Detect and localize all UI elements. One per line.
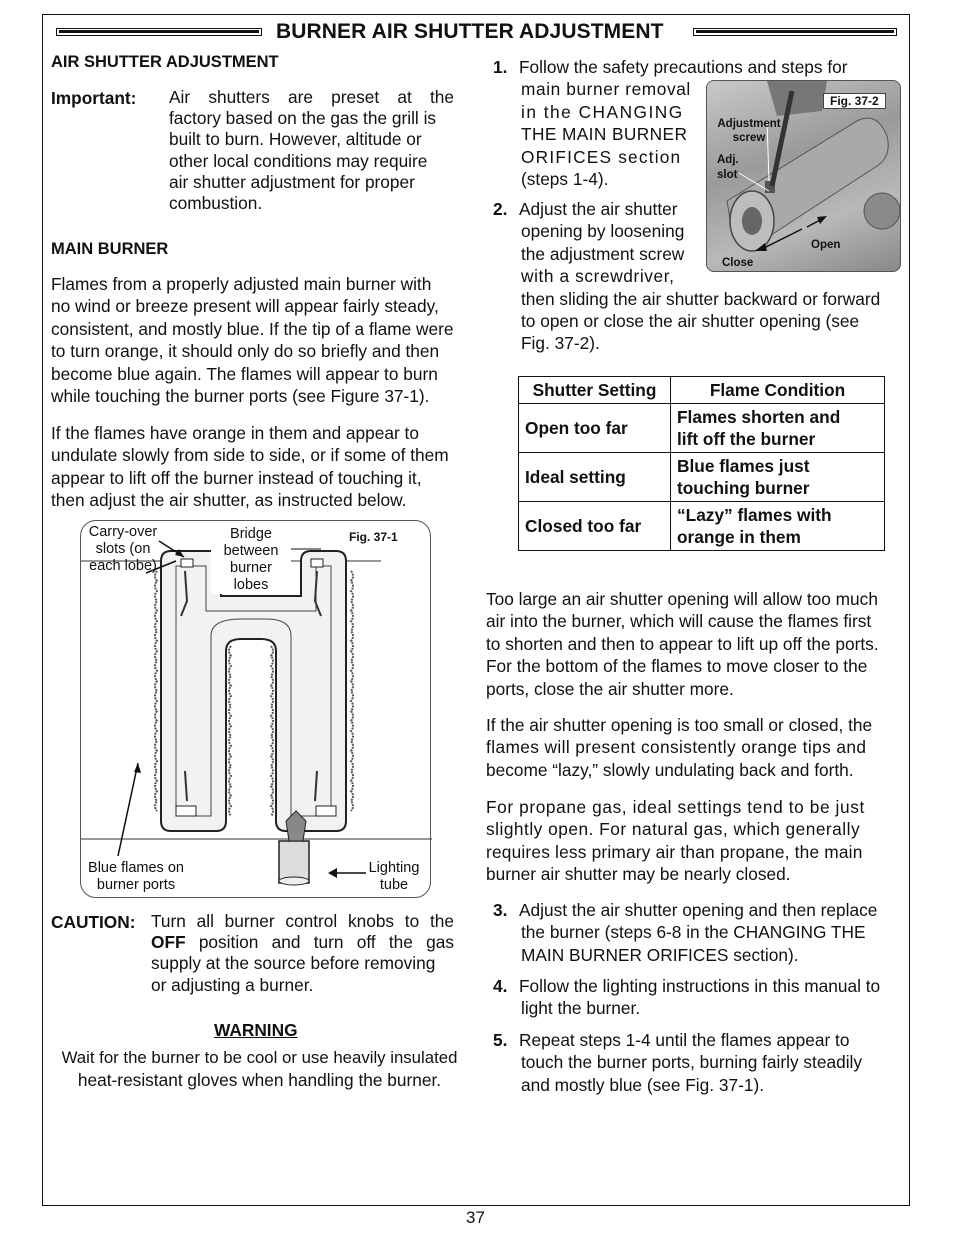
main-burner-paragraph: Flames from a properly adjusted main burner with no wind or breeze present will appear fairly steady, consistent, and mostly blue. If the tip of a flame were to turn orange, it should only do so briefly and then become blue again. The flames will appear to burn while touching the burner ports (see Figure 37-1).	[51, 274, 454, 407]
page-number: 37	[466, 1208, 485, 1227]
table-row	[519, 453, 885, 502]
caution-label: CAUTION:	[51, 912, 136, 932]
shutter-setting-table	[518, 376, 885, 551]
table-cell: “Lazy” flames with orange in them	[671, 502, 885, 551]
table-cell: Open too far	[519, 404, 671, 453]
step-2: 2. Adjust the air shutter opening by loosening the adjustment screw with a screwdriver, then sliding the air shutter backward or forward to open or close the air shutter opening (see Fig. 37-2).	[493, 199, 881, 354]
bridge-label: Bridge between burner lobes	[211, 526, 291, 594]
blue-flames-label: Blue flames on burner ports	[88, 860, 184, 893]
too-small-paragraph: If the air shutter opening is too small or closed, the flames will present consistently orange tips and become “lazy,” slowly undulating back and forth.	[486, 715, 873, 780]
fig-37-1-label: Fig. 37-1	[349, 530, 398, 544]
gas-type-paragraph: For propane gas, ideal settings tend to be just slightly open. For natural gas, which generally requires less primary air than propane, the main burner air shutter may be nearly closed.	[486, 797, 865, 885]
adj-slot-label: Adj. slot	[717, 154, 739, 181]
warning-heading: WARNING	[214, 1020, 298, 1040]
title-rule-left	[56, 28, 262, 36]
too-large-paragraph: Too large an air shutter opening will allow too much air into the burner, which will cause the flames first to shorten and then to appear to lift up off the ports. For the bottom of the flames to move closer to the ports, close the air shutter more.	[486, 589, 879, 699]
important-text: Air shutters are preset at the factory based on the gas the grill is built to burn. However, altitude or other local conditions may require air shutter adjustment for proper combustion.	[169, 87, 454, 214]
step-4: 4. Follow the lighting instructions in this manual to light the burner.	[493, 976, 881, 1019]
page-title: BURNER AIR SHUTTER ADJUSTMENT	[276, 20, 664, 43]
figure-37-1	[80, 520, 431, 898]
title-rule-right	[693, 28, 897, 36]
step-1: 1. Follow the safety precautions and steps for main burner removal in the CHANGING THE MAIN BURNER ORIFICES section (steps 1-4).	[493, 57, 848, 190]
important-label: Important:	[51, 88, 137, 108]
open-label: Open	[811, 239, 841, 251]
table-cell: Blue flames just touching burner	[671, 453, 885, 502]
table-row	[519, 404, 885, 453]
table-header-cell: Shutter Setting	[519, 377, 671, 404]
lighting-tube-label: Lighting tube	[368, 860, 420, 893]
table-cell: Closed too far	[519, 502, 671, 551]
table-header-cell: Flame Condition	[671, 377, 885, 404]
table-header-row	[519, 377, 885, 404]
fig-37-2-label: Fig. 37-2	[823, 93, 886, 109]
close-label: Close	[722, 257, 754, 269]
table-row	[519, 502, 885, 551]
figure-37-2	[706, 80, 901, 272]
table-cell: Ideal setting	[519, 453, 671, 502]
carry-over-slots-label: Carry-over slots (on each lobe)	[88, 524, 158, 574]
caution-text: Turn all burner control knobs to the OFF position and turn off the gas supply at the source before removing or adjusting a burner.	[151, 911, 454, 995]
table-cell: Flames shorten and lift off the burner	[671, 404, 885, 453]
adjust-paragraph: If the flames have orange in them and appear to undulate slowly from side to side, or if some of them appear to lift off the burner instead of touching it, then adjust the air shutter, as instructed below.	[51, 423, 449, 511]
heading-air-shutter-adjustment: AIR SHUTTER ADJUSTMENT	[51, 53, 279, 71]
step-5: 5. Repeat steps 1-4 until the flames appear to touch the burner ports, burning fairly steadily and mostly blue (see Fig. 37-1).	[493, 1030, 863, 1095]
heading-main-burner: MAIN BURNER	[51, 240, 169, 258]
step-3: 3. Adjust the air shutter opening and then replace the burner (steps 6-8 in the CHANGING THE MAIN BURNER ORIFICES section).	[493, 900, 878, 965]
warning-text: Wait for the burner to be cool or use heavily insulated heat-resistant gloves when handling the burner.	[61, 1048, 458, 1091]
adjustment-screw-label: Adjustment screw	[717, 118, 781, 144]
